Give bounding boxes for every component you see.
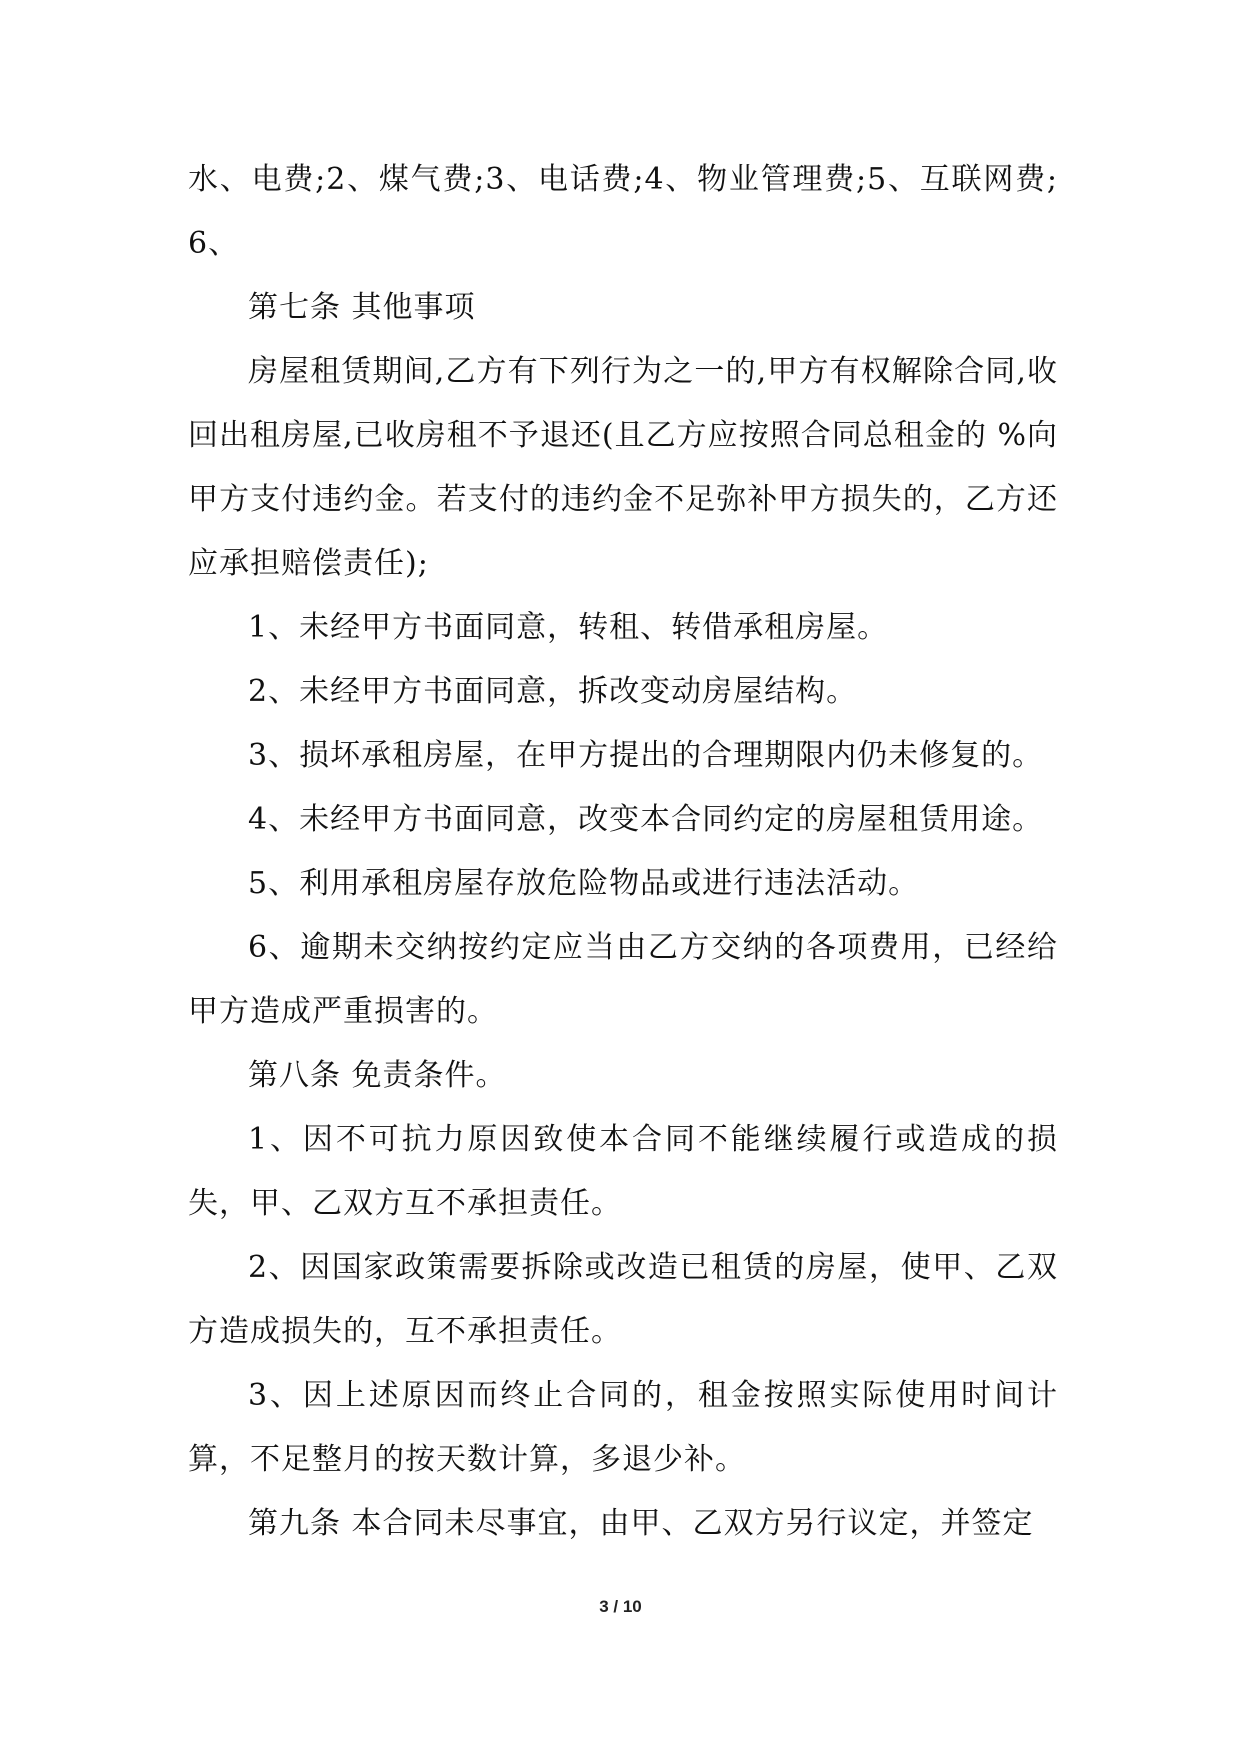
heading-article-7: 第七条 其他事项 [248, 290, 476, 325]
paragraph-termination-conditions: 房屋租赁期间,乙方有下列行为之一的,甲方有权解除合同,收回出租房屋,已收房租不予退还(且乙方应按照合同总租金的 %向甲方支付违约金。若支付的违约金不足弥补甲方损失的，乙方还应承担赔偿责任); [188, 354, 1058, 581]
heading-article-8: 第八条 免责条件。 [248, 1058, 507, 1093]
list-item-1: 1、未经甲方书面同意，转租、转借承租房屋。 [248, 610, 889, 645]
list-item-2: 2、未经甲方书面同意，拆改变动房屋结构。 [248, 674, 858, 709]
heading-article-9: 第九条 本合同未尽事宜，由甲、乙双方另行议定，并签定 [248, 1506, 1034, 1541]
list-item-3: 3、损坏承租房屋，在甲方提出的合理期限内仍未修复的。 [248, 738, 1044, 773]
page-number: 3 / 10 [599, 1597, 642, 1616]
document-body [188, 148, 1058, 1556]
exemption-item-2: 2、因国家政策需要拆除或改造已租赁的房屋，使甲、乙双方造成损失的，互不承担责任。 [188, 1250, 1058, 1349]
exemption-item-3: 3、因上述原因而终止合同的，租金按照实际使用时间计算，不足整月的按天数计算，多退少补。 [188, 1378, 1058, 1477]
exemption-item-1: 1、因不可抗力原因致使本合同不能继续履行或造成的损失，甲、乙双方互不承担责任。 [188, 1122, 1058, 1221]
list-item-5: 5、利用承租房屋存放危险物品或进行违法活动。 [248, 866, 920, 901]
paragraph-utilities: 水、电费;2、煤气费;3、电话费;4、物业管理费;5、互联网费;6、 [188, 162, 1058, 261]
list-item-6: 6、逾期未交纳按约定应当由乙方交纳的各项费用，已经给甲方造成严重损害的。 [188, 930, 1058, 1029]
list-item-4: 4、未经甲方书面同意，改变本合同约定的房屋租赁用途。 [248, 802, 1044, 837]
